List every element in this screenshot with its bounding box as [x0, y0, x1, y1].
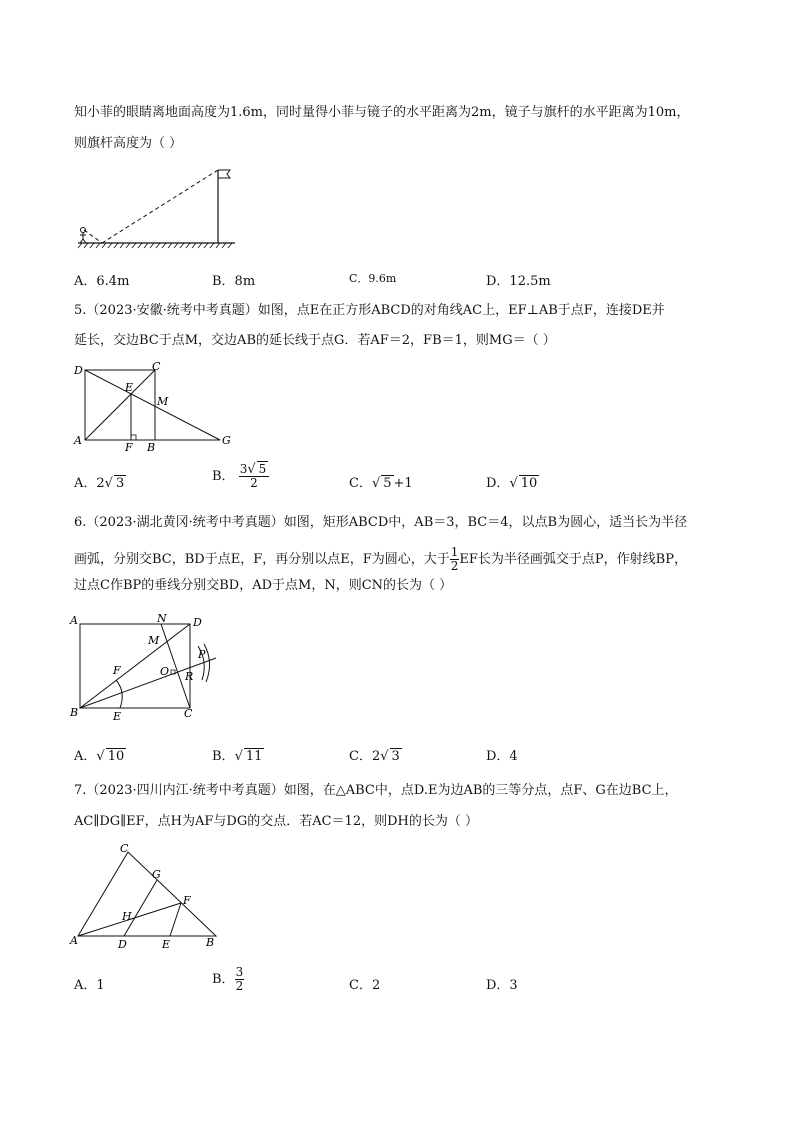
q7-label-e: E [162, 938, 171, 951]
q7-option-a: A．1 [74, 978, 105, 993]
q6-option-c: C．2√ 3 [349, 749, 400, 764]
q5-label-g: G [222, 434, 231, 447]
q4-flagpole-figure [70, 160, 240, 250]
q7-text-line2: AC∥DG∥EF，点H为AF与DG的交点．若AC＝12，则DH的长为（ ） [74, 814, 478, 829]
q4-option-a: A．6.4m [74, 274, 130, 289]
q4-option-b: B．8m [212, 274, 256, 289]
q6-option-b: B．√ 11 [212, 749, 263, 764]
q6-label-r: R [185, 670, 194, 683]
q5-option-b: B． $\frac{3√ 5}{2}$ [212, 463, 269, 490]
q4-text-line1: 知小菲的眼睛离地面高度为1.6m，同时量得小菲与镜子的水平距离为2m，镜子与旗杆的水平距离为10m， [74, 105, 690, 120]
q5-text-line2: 延长，交边BC于点M，交边AB的延长线于点G．若AF＝2，FB＝1，则MG＝（ ） [74, 333, 556, 348]
q5-label-f: F [125, 441, 133, 452]
q6-label-c: C [184, 707, 193, 720]
q6-label-b: B [70, 706, 79, 719]
q5-label-a: A [74, 434, 82, 447]
q6-label-p: P [198, 648, 206, 661]
q6-text-line2: 画弧，分别交BC，BD于点E，F，再分别以点E，F为圆心，大于 $\frac{1}{2}$ EF长为半径画弧交于点P，作射线BP， [74, 545, 687, 573]
q5-option-c: C．√ 5 +1 [349, 476, 413, 491]
q7-option-d: D．3 [486, 978, 518, 993]
q6-rectangle-figure [68, 610, 228, 725]
q6-label-o: O [160, 665, 170, 678]
q7-text-line1: 7.（2023·四川内江·统考中考真题）如图，在△ABC中，点D.E为边AB的三等分点，点F、G在边BC上， [74, 783, 678, 798]
q6-label-m: M [148, 634, 160, 647]
q5-label-d: D [74, 364, 83, 377]
q4-text-line2: 则旗杆高度为（ ） [74, 136, 183, 151]
q7-label-f: F [183, 894, 191, 907]
q6-option-a: A．√ 10 [74, 749, 125, 764]
q6-label-d: D [193, 616, 202, 629]
q7-label-h: H [122, 910, 132, 923]
q5-label-b: B [147, 441, 156, 452]
q5-label-c: C [152, 360, 161, 373]
q4-option-d: D．12.5m [486, 274, 551, 289]
q7-label-d: D [118, 938, 127, 951]
q7-label-c: C [120, 842, 129, 855]
q6-label-f: F [113, 664, 121, 677]
q5-square-figure [70, 360, 240, 452]
q6-label-n: N [157, 612, 167, 625]
q5-label-m: M [157, 395, 169, 408]
q4-option-c: C．9.6m [349, 272, 397, 285]
q6-option-d: D．4 [486, 749, 518, 764]
q7-triangle-figure [68, 840, 228, 952]
q7-option-b: B． $\frac{3}{2}$ [212, 965, 244, 993]
q7-label-g: G [152, 868, 161, 881]
q6-label-a: A [70, 614, 78, 627]
q6-text-line1: 6.（2023·湖北黄冈·统考中考真题）如图，矩形ABCD中，AB＝3，BC＝4，以点B为圆心，适当长为半径 [74, 515, 688, 530]
q5-option-a: A．2√ 3 [74, 476, 125, 491]
q6-label-e: E [113, 710, 122, 723]
q5-label-e: E [125, 381, 134, 394]
q5-text-line1: 5.（2023·安徽·统考中考真题）如图，点E在正方形ABCD的对角线AC上，EF⊥AB于点F，连接DE并 [74, 303, 665, 318]
q7-label-b: B [206, 936, 215, 949]
q7-label-a: A [70, 934, 78, 947]
q5-option-d: D．√ 10 [486, 476, 538, 491]
q6-text-line3: 过点C作BP的垂线分别交BD，AD于点M，N，则CN的长为（ ） [74, 578, 453, 593]
q7-option-c: C．2 [349, 978, 381, 993]
